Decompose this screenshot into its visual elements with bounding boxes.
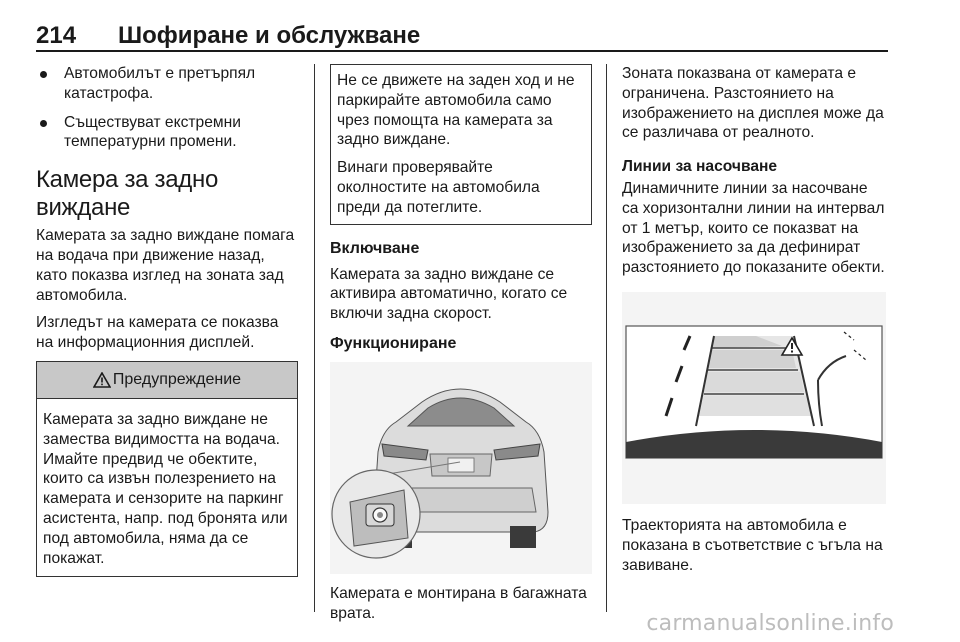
subheading-guide-lines: Линии за насочване	[622, 158, 778, 176]
bullet-dot-icon	[40, 120, 47, 127]
bullet-text: Съществуват екстремни температурни промени.	[64, 113, 241, 151]
header-rule	[36, 50, 888, 52]
paragraph: Винаги проверявайте околностите на автомобила преди да потеглите.	[337, 159, 540, 216]
bullet-list	[36, 64, 298, 152]
warning-triangle-icon	[93, 372, 111, 388]
column-divider-2	[606, 64, 607, 612]
column-2	[330, 64, 592, 632]
page-header-title: Шофиране и обслужване	[118, 22, 421, 49]
column-1	[36, 64, 298, 577]
bullet-text: Автомобилът е претърпял катастрофа.	[64, 65, 256, 102]
warning-box	[36, 361, 298, 577]
bullet-dot-icon	[40, 71, 47, 78]
column-divider-1	[314, 64, 315, 612]
paragraph: Камерата за задно виждане помага на водача при движение назад, като показва изглед на зоната зад автомобила.	[36, 227, 295, 304]
column-3	[622, 64, 888, 583]
bullet-item	[36, 64, 298, 104]
paragraph: Динамичните линии за насочване са хоризонтални линии на интервал от 1 метър, които се показват на изображението за да дефинират разстоянието до показаните обекти.	[622, 179, 885, 277]
paragraph: Не се движете на заден ход и не паркирайте автомобила само чрез помощта на камерата за задно виждане.	[337, 72, 575, 149]
paragraph: Зоната показвана от камерата е ограничена. Разстоянието на изображението на дисплея може да се различава от реалното.	[622, 65, 884, 142]
section-title: Камера за задно виждане	[36, 166, 219, 222]
image-caption: Камерата е монтирана в багажната врата.	[330, 584, 587, 622]
subheading-function: Функциониране	[330, 334, 457, 352]
car-rear-camera-illustration	[330, 362, 592, 574]
bullet-item	[36, 113, 298, 153]
paragraph: Изгледът на камерата се показва на информационния дисплей.	[36, 314, 279, 352]
page-number: 214	[36, 22, 77, 49]
warning-header	[37, 362, 297, 399]
paragraph: Камерата за задно виждане се активира автоматично, когато се включи задна скорост.	[330, 265, 568, 323]
warning-title: Предупреждение	[112, 371, 242, 389]
paragraph: Траекторията на автомобила е показана в съответствие с ъгъла на завиване.	[622, 516, 883, 574]
warning-continuation-box	[330, 64, 592, 225]
warning-text: Камерата за задно виждане не замества видимостта на водача. Имайте предвид че обектите, които са извън полезрението на камерата и сензорите на паркинг асистента, напр. под бронята или под автомобила, няма да се покажат.	[43, 410, 288, 567]
guide-lines-display-illustration	[622, 292, 886, 504]
watermark: carmanualsonline.info	[646, 611, 894, 636]
subheading-activation: Включване	[330, 239, 420, 257]
